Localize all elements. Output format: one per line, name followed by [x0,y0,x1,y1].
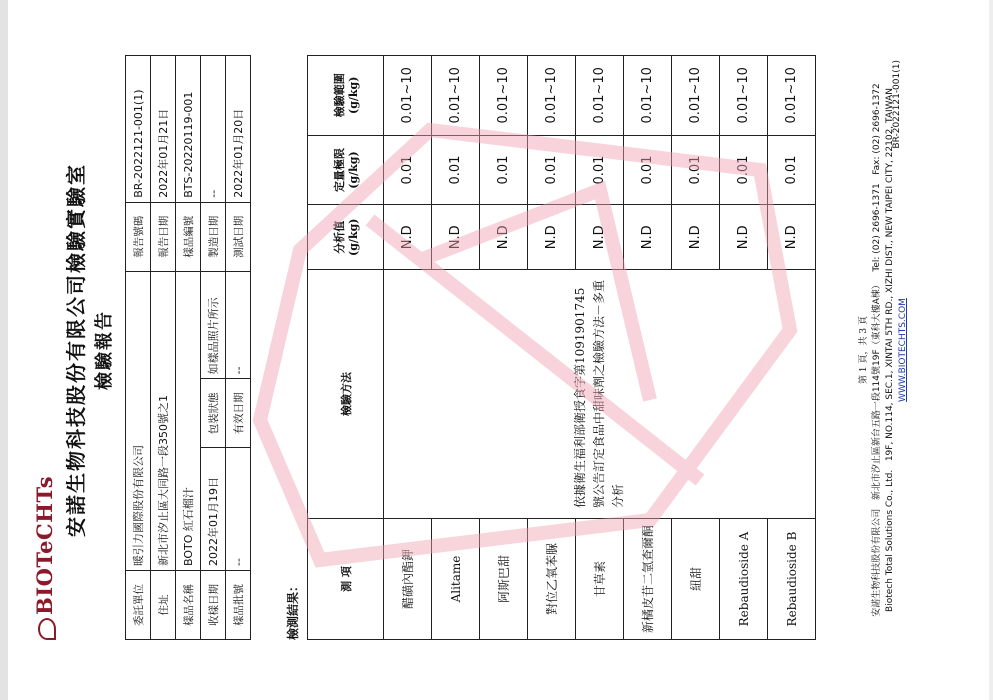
result-item: Rebaudioside B [768,519,816,640]
footer-address-cn: 新北市汐止區新台五路一段114號19F（東科大樓A棟） [872,280,882,501]
result-method: 依據衛生福利部衛授食字第1091901745號公告訂定食品中甜味劑之檢驗方法－多重分析 [384,270,816,519]
result-range: 0.01~10 [720,56,768,136]
result-item: 紐甜 [672,519,720,640]
result-item: Rebaudioside A [720,519,768,640]
expiry-value: -- [226,271,251,379]
result-item: 對位乙氧苯脲 [528,519,576,640]
manufacture-date-label: 製造日期 [201,202,226,271]
company-title: 安諾生物科技股份有限公司檢驗實驗室 [64,163,88,537]
result-range: 0.01~10 [480,56,528,136]
result-loq: 0.01 [480,135,528,205]
result-value: N.D [528,205,576,270]
header-method: 檢驗方法 [308,270,384,519]
table-row [226,56,251,640]
header-loq: 定量極限 (g/kg) [308,135,384,205]
client-value: 暖引力國際股份有限公司 [126,271,151,570]
table-row [176,56,201,640]
result-item: 新橘皮苷二氫查爾酮 [624,519,672,640]
result-item: 醋磺內酯鉀 [384,519,432,640]
company-logo: BIOTeCHTs [32,476,57,640]
result-range: 0.01~10 [576,56,624,136]
footer-line-cn [871,0,884,700]
result-loq: 0.01 [432,135,480,205]
batch-value: -- [226,448,251,571]
results-heading: 檢測結果： [286,579,300,640]
result-loq: 0.01 [624,135,672,205]
table-header-row [308,56,384,640]
result-range: 0.01~10 [768,56,816,136]
test-date-value: 2022年01月20日 [226,56,251,203]
table-row [201,56,226,640]
header-value: 分析值 (g/kg) [308,205,384,270]
footer-phone: Tel: (02) 2696-1371 [872,183,882,272]
sample-name-label: 樣品名稱 [176,571,201,640]
receive-date-value: 2022年01月19日 [201,448,226,571]
footer-company-cn: 安諾生物科技股份有限公司 [872,508,882,617]
result-value: N.D [720,205,768,270]
report-no-value: BR-2022121-001(1) [126,56,151,203]
test-date-label: 測試日期 [226,202,251,271]
table-row [151,56,176,640]
header-range: 檢驗範圍 (g/kg) [308,56,384,136]
page-footer [858,0,910,700]
result-loq: 0.01 [720,135,768,205]
result-item: Alitame [432,519,480,640]
result-value: N.D [576,205,624,270]
result-value: N.D [432,205,480,270]
result-range: 0.01~10 [384,56,432,136]
table-row [384,56,432,640]
result-loq: 0.01 [528,135,576,205]
manufacture-date-value: -- [201,56,226,203]
report-title: 檢驗報告 [94,310,115,390]
report-no-label: 報告號碼 [126,202,151,271]
sample-no-label: 樣品編號 [176,202,201,271]
footer-company-en: Biotech Total Solutions Co., Ltd. [885,469,895,612]
package-value: 如樣品照片所示 [201,271,226,379]
result-value: N.D [672,205,720,270]
result-range: 0.01~10 [672,56,720,136]
results-table [307,55,816,640]
footer-address-en: 19F, NO.114, SEC.1, XINTAI 5TH RD., XIZHI DIST., NEW TAIPEI CITY, 22102, TAIWAN [885,88,895,462]
address-label: 住址 [151,571,176,640]
receive-date-label: 收樣日期 [201,571,226,640]
result-value: N.D [384,205,432,270]
report-date-value: 2022年01月21日 [151,56,176,203]
table-row [126,56,151,640]
report-date-label: 報告日期 [151,202,176,271]
batch-label: 樣品批號 [226,571,251,640]
result-loq: 0.01 [768,135,816,205]
expiry-label: 有效日期 [226,379,251,448]
result-value: N.D [480,205,528,270]
result-range: 0.01~10 [528,56,576,136]
result-range: 0.01~10 [624,56,672,136]
header-item: 測 項 [308,519,384,640]
result-loq: 0.01 [576,135,624,205]
result-range: 0.01~10 [432,56,480,136]
result-value: N.D [624,205,672,270]
sample-name-value: BOTO 紅石榴汁 [176,271,201,570]
report-info-table [125,55,251,640]
client-label: 委託單位 [126,571,151,640]
package-label: 包裝狀態 [201,379,226,448]
result-item: 甘草素 [576,519,624,640]
footer-doc-code: BR-2022121-001(1) [892,60,902,149]
website-link[interactable]: WWW.BIOTECHTS.COM [898,298,908,402]
address-value: 新北市汐止區大同路一段350號之1 [151,271,176,570]
result-loq: 0.01 [672,135,720,205]
sample-no-value: BTS-20220119-001 [176,56,201,203]
result-value: N.D [768,205,816,270]
footer-fax: Fax: (02) 2696-1372 [872,83,882,175]
page-number: 第 1 頁，共 3 頁 [859,316,869,384]
result-item: 阿斯巴甜 [480,519,528,640]
result-loq: 0.01 [384,135,432,205]
